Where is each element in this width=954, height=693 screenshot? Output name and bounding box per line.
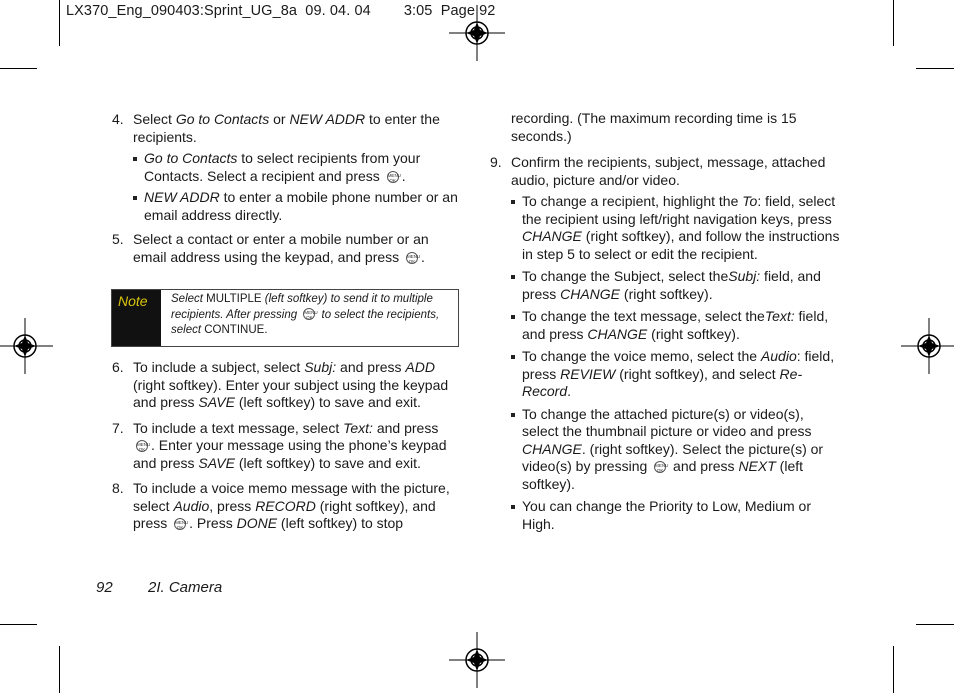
registration-mark-top-icon [449, 5, 505, 61]
crop-mark [59, 646, 60, 693]
bullet-priority: You can change the Priority to Low, Medium or High. [511, 498, 840, 533]
crop-mark [0, 68, 37, 69]
step-6: 6. To include a subject, select Subj: and press ADD (right softkey). Enter your subject using the keypad and press SAVE (left softkey) to save and exit. [112, 359, 449, 410]
step-8: 8. To include a voice memo message with the picture, select Audio, press RECORD (right softkey), and press MENU OK . Press DONE (left softkey) to stop [112, 480, 450, 531]
bullet-change-text: To change the text message, select theText: field, and press CHANGE (right softkey). [511, 308, 840, 343]
step-9: 9. Confirm the recipients, subject, message, attached audio, picture and/or video. [490, 154, 826, 188]
ok-key-icon: MENU OK [175, 520, 189, 530]
left-column-lower [112, 359, 460, 533]
note-box [111, 289, 459, 347]
ok-key-icon: MENU OK [387, 172, 401, 183]
right-column [490, 110, 840, 533]
ok-key-icon: MENU OK [655, 463, 669, 473]
crop-mark [893, 646, 894, 693]
ok-key-icon: MENU OK [137, 442, 151, 452]
registration-mark-bottom-icon [449, 632, 505, 688]
left-column [112, 111, 460, 266]
crop-mark [893, 0, 894, 46]
registration-mark-right-icon [901, 318, 954, 374]
note-text: Select MULTIPLE (left softkey) to send it to multiple recipients. After pressing MENU OK to select the recipients, select CONTINUE. [171, 293, 440, 336]
page-number: 92 [96, 579, 113, 596]
note-label: Note [112, 290, 161, 346]
step-4: 4. Select Go to Contacts or NEW ADDR to enter the recipients. [112, 111, 440, 145]
ok-key-icon: MENU OK [304, 309, 318, 320]
bullet-go-to-contacts: Go to Contacts to select recipients from your Contacts. Select a recipient and press MENU OK . [133, 150, 460, 185]
bullet-change-picture: To change the attached picture(s) or video(s), select the thumbnail picture or video and press CHANGE. (right softkey). Select the picture(s) or video(s) by pressing MENU OK and press NEXT (left softkey). [511, 406, 840, 494]
ok-key-icon: MENU OK [407, 253, 421, 264]
bullet-change-subject: To change the Subject, select theSubj: field, and press CHANGE (right softkey). [511, 268, 840, 303]
crop-mark [59, 0, 60, 46]
print-slug: LX370_Eng_090403:Sprint_UG_8a 09. 04. 04 3:05 Page 92 [66, 3, 496, 19]
step-9-bullets [511, 193, 840, 533]
bullet-new-addr: NEW ADDR to enter a mobile phone number or an email address directly. [133, 189, 460, 224]
crop-mark [0, 624, 37, 625]
bullet-change-recipient: To change a recipient, highlight the To: field, select the recipient using left/right navigation keys, press CHANGE (right softkey), and follow the instructions in step 5 to select or edit the recipient. [511, 193, 840, 263]
step-7: 7. To include a text message, select Text: and press MENU OK . Enter your message using the phone’s keypad and press SAVE (left softkey) to save and exit. [112, 419, 447, 471]
step-5: 5. Select a contact or enter a mobile number or an email address using the keypad, and press MENU OK . [112, 231, 429, 265]
registration-mark-left-icon [0, 318, 53, 374]
crop-mark [916, 624, 954, 625]
continued-text: recording. (The maximum recording time is 15 seconds.) [511, 110, 797, 144]
bullet-change-voice-memo: To change the voice memo, select the Audio: field, press REVIEW (right softkey), and select Re-Record. [511, 348, 840, 401]
crop-mark [916, 68, 954, 69]
section-title: 2I. Camera [148, 579, 223, 596]
